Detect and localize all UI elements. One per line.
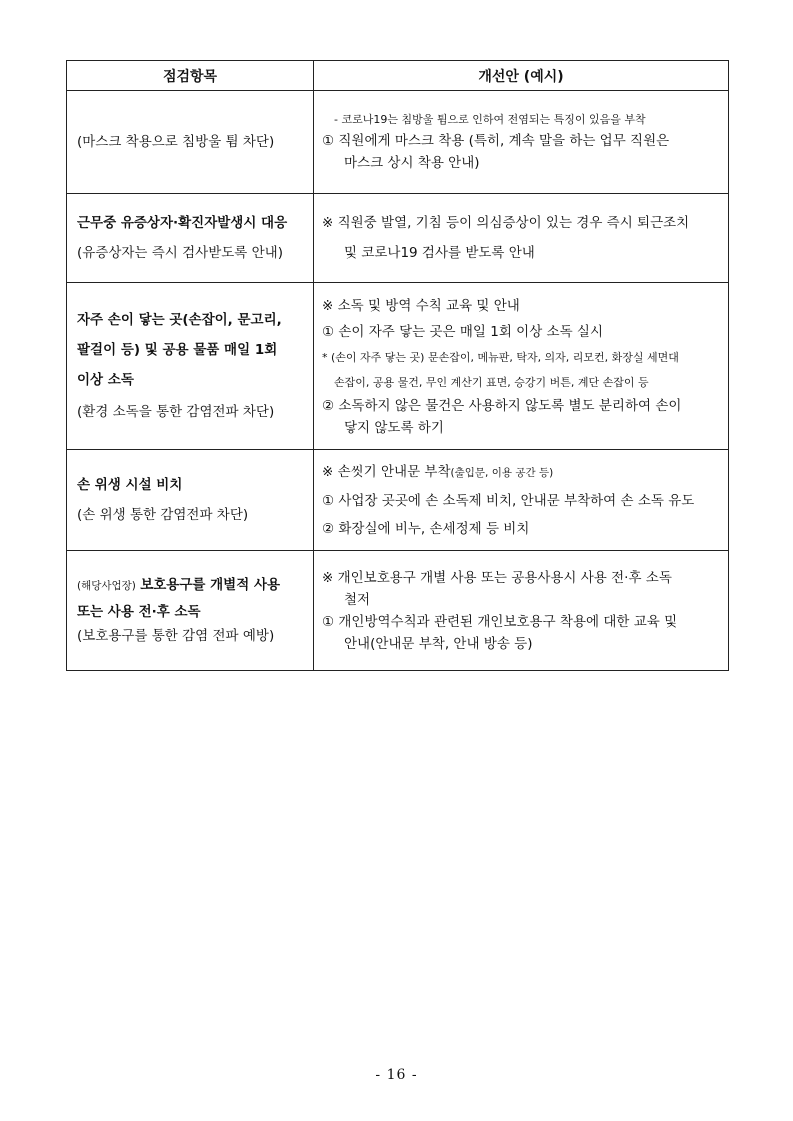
check-item-cell — [67, 194, 314, 283]
improvement-line: ② 소독하지 않은 물건은 사용하지 않도록 별도 분리하여 손이 — [322, 398, 682, 414]
check-item-subtitle: (보호용구를 통한 감염 전파 예방) — [77, 628, 275, 644]
check-item-subtitle: (손 위생 통한 감염전파 차단) — [77, 507, 249, 523]
improvement-line: ① 손이 자주 닿는 곳은 매일 1회 이상 소독 실시 — [322, 324, 604, 340]
check-item-title: 근무중 유증상자·확진자발생시 대응 — [77, 215, 288, 231]
checklist-table — [66, 60, 729, 671]
improvement-cell — [314, 283, 729, 450]
check-item-subtitle: (마스크 착용으로 침방울 튐 차단) — [77, 134, 275, 150]
table-row — [67, 450, 729, 551]
check-item-title: 팔걸이 등) 및 공용 물품 매일 1회 — [77, 342, 278, 358]
check-item-title: 이상 소독 — [77, 372, 134, 388]
check-item-title: 손 위생 시설 비치 — [77, 477, 183, 493]
improvement-line: ※ 개인보호용구 개별 사용 또는 공용사용시 사용 전·후 소독 — [322, 569, 672, 586]
check-item-subtitle: (유증상자는 즉시 검사받도록 안내) — [77, 245, 283, 261]
improvement-note: - 코로나19는 침방울 튐으로 인하여 전염되는 특징이 있음을 부착 — [334, 113, 646, 126]
header-item: 점검항목 — [67, 61, 314, 91]
improvement-note: * (손이 자주 닿는 곳) 문손잡이, 메뉴판, 탁자, 의자, 리모컨, 화장실 세면대 — [322, 351, 679, 364]
check-item-cell — [67, 551, 314, 671]
improvement-small-text: (출입문, 이용 공간 등) — [450, 466, 554, 479]
improvement-line: 안내(안내문 부착, 안내 방송 등) — [344, 635, 533, 652]
header-improvement: 개선안 (예시) — [314, 61, 729, 91]
check-item-title: 보호용구를 개별적 사용 — [140, 577, 281, 593]
improvement-line: 및 코로나19 검사를 받도록 안내 — [344, 245, 535, 261]
table-row — [67, 551, 729, 671]
check-item-title-line — [77, 574, 307, 597]
improvement-line: 철저 — [344, 591, 371, 608]
table-row — [67, 194, 729, 283]
improvement-line: ※ 소독 및 방역 수칙 교육 및 안내 — [322, 298, 520, 314]
improvement-cell — [314, 91, 729, 194]
check-item-title: 자주 손이 닿는 곳(손잡이, 문고리, — [77, 312, 282, 328]
improvement-line: ① 사업장 곳곳에 손 소독제 비치, 안내문 부착하여 손 소독 유도 — [322, 492, 695, 509]
check-item-subtitle: (환경 소독을 통한 감염전파 차단) — [77, 404, 275, 420]
check-item-title: 또는 사용 전·후 소독 — [77, 604, 201, 620]
improvement-line: ※ 직원중 발열, 기침 등이 의심증상이 있는 경우 즉시 퇴근조치 — [322, 215, 690, 231]
improvement-line — [322, 458, 720, 487]
improvement-line: ② 화장실에 비누, 손세정제 등 비치 — [322, 520, 530, 537]
improvement-line: 닿지 않도록 하기 — [344, 420, 444, 436]
table-row — [67, 283, 729, 450]
improvement-cell — [314, 450, 729, 551]
improvement-line: ① 개인방역수칙과 관련된 개인보호용구 착용에 대한 교육 및 — [322, 613, 678, 630]
check-item-prefix: (해당사업장) — [77, 580, 136, 592]
check-item-cell — [67, 283, 314, 450]
table-row — [67, 91, 729, 194]
improvement-main-text: ※ 손씻기 안내문 부착 — [322, 463, 451, 480]
improvement-line: 마스크 상시 착용 안내) — [344, 155, 480, 171]
check-item-cell — [67, 91, 314, 194]
table-header-row — [67, 61, 729, 91]
improvement-cell — [314, 551, 729, 671]
improvement-line: ① 직원에게 마스크 착용 (특히, 계속 말을 하는 업무 직원은 — [322, 133, 670, 149]
page-number: - 16 - — [375, 1067, 418, 1083]
improvement-note: 손잡이, 공용 물건, 무인 계산기 표면, 승강기 버튼, 계단 손잡이 등 — [334, 376, 649, 389]
improvement-cell — [314, 194, 729, 283]
check-item-cell — [67, 450, 314, 551]
